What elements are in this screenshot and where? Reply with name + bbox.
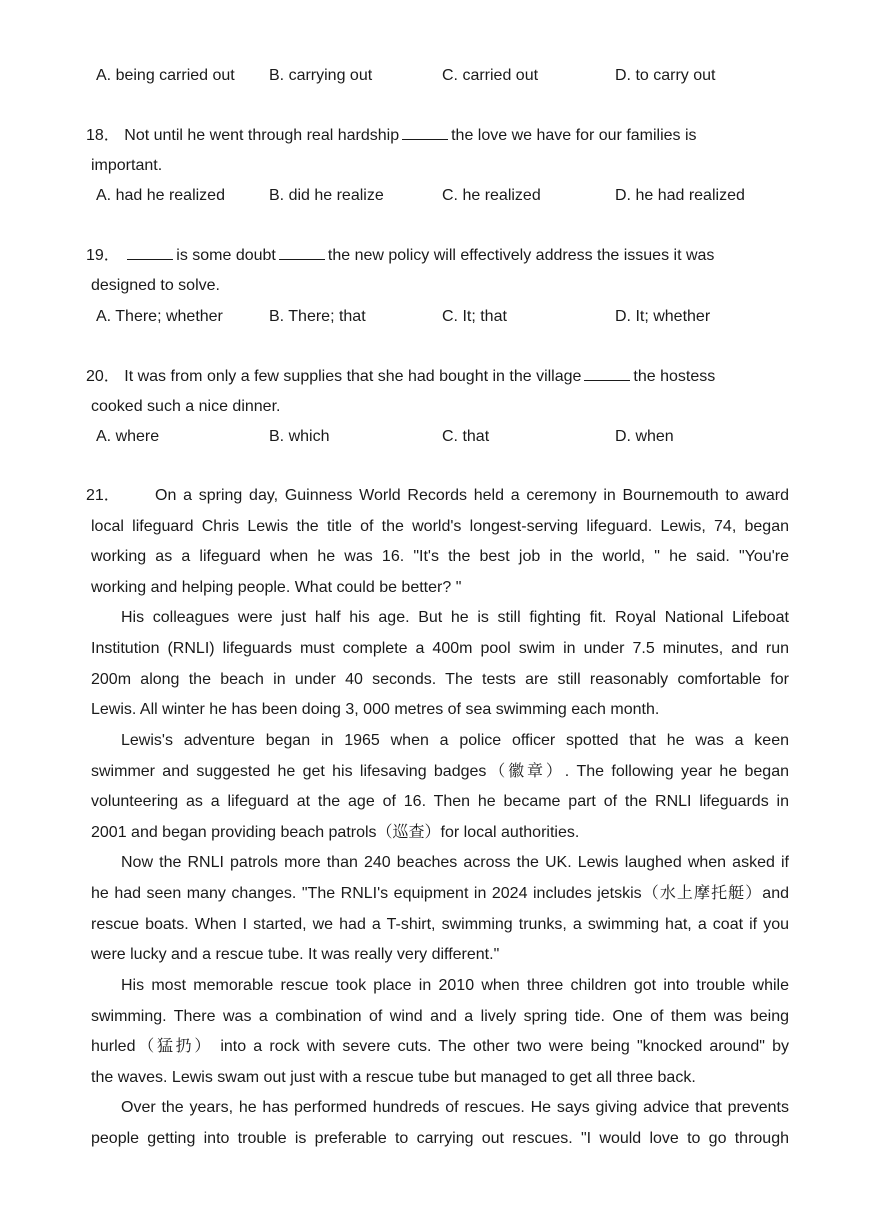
- q21-number: 21．: [86, 487, 120, 504]
- passage-line: people getting into trouble is preferable to carrying out rescues. "I would love to go through: [91, 1130, 789, 1147]
- passage-line: working and helping people. What could be better? ": [91, 579, 462, 596]
- passage-line: His colleagues were just half his age. But he is still fighting fit. Royal National Lifeboat: [121, 609, 789, 626]
- passage-line: 2001 and began providing beach patrols（巡查）for local authorities.: [91, 824, 580, 841]
- q20-option-a[interactable]: A. where: [96, 428, 160, 445]
- passage-line: Over the years, he has performed hundreds of rescues. He says giving advice that prevents: [121, 1099, 789, 1116]
- q19-option-b[interactable]: B. There; that: [269, 308, 366, 325]
- q17-option-c[interactable]: C. carried out: [442, 67, 539, 84]
- passage-line: rescue boats. When I started, we had a T-shirt, swimming trunks, a swimming hat, a coat if you: [91, 916, 789, 933]
- passage-line: swimming. There was a combination of wind and a lively spring tide. One of them was being: [91, 1008, 789, 1025]
- q18-options: [96, 184, 796, 208]
- q20-text-after: the hostess: [633, 368, 716, 385]
- passage-line: local lifeguard Chris Lewis the title of the world's longest-serving lifeguard. Lewis, 74, began: [91, 518, 789, 535]
- q20-option-d[interactable]: D. when: [615, 428, 674, 445]
- q19-continuation: designed to solve.: [91, 277, 220, 294]
- q20-blank: [584, 364, 630, 381]
- q17-options: [96, 64, 796, 88]
- passage-line: working as a lifeguard when he was 16. "It's the best job in the world, " he said. "You're: [91, 548, 789, 565]
- q20-text-before: It was from only a few supplies that she had bought in the village: [124, 368, 582, 385]
- q17-option-d[interactable]: D. to carry out: [615, 67, 716, 84]
- passage-line: were lucky and a rescue tube. It was really very different.": [91, 946, 500, 963]
- q20-continuation: cooked such a nice dinner.: [91, 398, 281, 415]
- q19-text-mid: is some doubt: [176, 247, 276, 264]
- q18-option-d[interactable]: D. he had realized: [615, 187, 745, 204]
- passage-line: Institution (RNLI) lifeguards must complete a 400m pool swim in under 7.5 minutes, and run: [91, 640, 789, 657]
- q19-options: [96, 305, 796, 329]
- q18-option-a[interactable]: A. had he realized: [96, 187, 225, 204]
- q19-option-d[interactable]: D. It; whether: [615, 308, 711, 325]
- passage-line: Now the RNLI patrols more than 240 beaches across the UK. Lewis laughed when asked if: [121, 854, 789, 871]
- q19-text-after: the new policy will effectively address the issues it was: [327, 247, 715, 264]
- passage-line: Lewis. All winter he has been doing 3, 000 metres of sea swimming each month.: [91, 701, 660, 718]
- q17-option-a[interactable]: A. being carried out: [96, 67, 235, 84]
- q20-stem: [86, 364, 715, 389]
- q18-option-b[interactable]: B. did he realize: [269, 187, 384, 204]
- q18-blank: [402, 123, 448, 140]
- q19-number: 19．: [86, 247, 120, 264]
- q19-option-c[interactable]: C. It; that: [442, 308, 507, 325]
- q20-option-b[interactable]: B. which: [269, 428, 330, 445]
- q20-number: 20．: [86, 368, 120, 385]
- q18-continuation: important.: [91, 157, 163, 174]
- q18-text-before: Not until he went through real hardship: [124, 127, 400, 144]
- passage-line: volunteering as a lifeguard at the age of 16. Then he became part of the RNLI lifeguards in: [91, 793, 789, 810]
- passage-line: On a spring day, Guinness World Records held a ceremony in Bournemouth to award: [155, 487, 789, 504]
- passage-line: His most memorable rescue took place in 2010 when three children got into trouble while: [121, 977, 789, 994]
- q19-blank-1: [127, 243, 173, 260]
- passage-line: the waves. Lewis swam out just with a rescue tube but managed to get all three back.: [91, 1069, 696, 1086]
- q18-text-after: the love we have for our families is: [451, 127, 697, 144]
- q18-number: 18．: [86, 127, 120, 144]
- q19-blank-2: [279, 243, 325, 260]
- q20-options: [96, 425, 796, 449]
- q19-option-a[interactable]: A. There; whether: [96, 308, 223, 325]
- passage-line: swimmer and suggested he get his lifesaving badges（徽章）. The following year he began: [91, 763, 789, 780]
- passage-line: he had seen many changes. "The RNLI's equipment in 2024 includes jetskis（水上摩托艇）and: [91, 885, 789, 902]
- q17-option-b[interactable]: B. carrying out: [269, 67, 373, 84]
- q18-option-c[interactable]: C. he realized: [442, 187, 541, 204]
- q18-stem: [86, 123, 697, 148]
- passage-line: hurled（猛扔） into a rock with severe cuts. The other two were being "knocked around" by: [91, 1038, 789, 1055]
- passage-line: Lewis's adventure began in 1965 when a police officer spotted that he was a keen: [121, 732, 789, 749]
- q19-stem: [86, 243, 714, 268]
- q20-option-c[interactable]: C. that: [442, 428, 490, 445]
- passage-line: 200m along the beach in under 40 seconds. The tests are still reasonably comfortable for: [91, 671, 789, 688]
